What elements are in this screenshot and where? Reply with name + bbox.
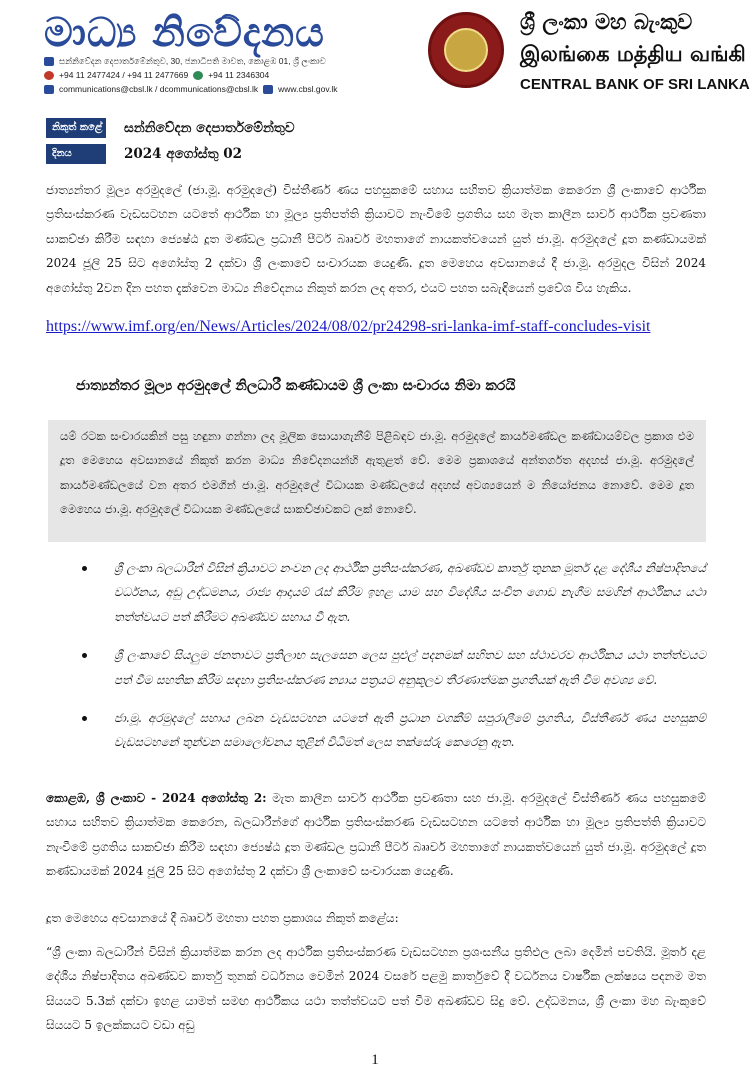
bullet-icon: [82, 716, 87, 721]
bank-name-sinhala: ශ්‍රී ලංකා මහ බැංකුව: [520, 10, 693, 34]
dateline-text: මැත කාලීන සාර්ව ආර්ථික ප්‍රවණතා සහ ජා.මූ. අරමුදලේ විස්තීර්ණ ණය පහසුකමේ සහාය සහිතව ක්‍රියාත්මක කෙරෙන, බලධාරීන්ගේ ආර්ථික ප්‍රතිසංස්කරණ වැඩසටහන යටතේ ආර්ථික හා මූල්‍ය ප්‍රතිපත්ති ක්‍රියාවට නැංවීමේ ප්‍රගතිය සාකච්ඡා කිරීම සඳහා ජ්‍යෙෂ්ඨ දූත මණ්ඩල ප්‍රධානී පීටර් බෲවර් මහතාගේ නායකත්වයෙන් යුත් ජා.මූ. අරමුදලේ දූත කණ්ඩායමක් 2024 ජූලි 25 සිට අගෝස්තු 2 දක්වා ශ්‍රී ලංකාවේ සංචාරයක යෙදුණි.: [46, 791, 706, 879]
email-text[interactable]: communications@cbsl.lk / dcommunications@cbsl.lk: [59, 84, 259, 94]
meta-table: [46, 116, 295, 168]
address-text: සන්නිවේදන දෙපාර්තමේන්තුව, 30, ජනාධිපති මාවත, කොළඹ 01, ශ්‍රී ලංකාව: [59, 56, 326, 66]
disclaimer-box: යම් රටක සංචාරයකින් පසු හඳුනා ගන්නා ලද මූලික සොයාගැනීම් පිළිබඳව ජා.මූ. අරමුදලේ කාර්යමණ්ඩල කණ්ඩායම්වල ප්‍රකාශ එම දූත මෙහෙය අවසානයේ නිකුත් කරන මාධ්‍ය නිවේදනයන්හි ඇතුළත් වේ. මෙම ප්‍රකාශයේ අන්තර්ගත අදහස් ජා.මූ. අරමුදලේ කාර්යමණ්ඩලයේ වන අතර එමගින් ජා.මූ. අරමුදලේ විධායක මණ්ඩලයේ අදහස් අවශ්‍යයෙන් ම නියෝජනය නොවේ. මෙම දූත මෙහෙය ජා.මූ. අරමුදලේ විධායක මණ්ඩලයේ සාකච්ඡාවකට ලක් නොවේ.: [48, 420, 706, 542]
section-heading: ජාත්‍යන්තර මූල්‍ය අරමුදලේ නිලධාරී කණ්ඩායම ශ්‍රී ලංකා සංචාරය නිමා කරයි: [76, 378, 516, 394]
statement-intro-paragraph: දූත මෙහෙය අවසානයේ දී බෲවර් මහතා පහත ප්‍රකාශය නිකුත් කළේය:: [46, 911, 399, 925]
dateline-paragraph: [46, 786, 706, 884]
bullet-text: ශ්‍රී ලංකා බලධාරීන් විසින් ක්‍රියාවට නංවන ලද ආර්ථික ප්‍රතිසංස්කරණ, අඛණ්ඩව කාර්තු තුනක මූර්ත දළ දේශීය නිෂ්පාදිතයේ වර්ධනය, අඩු උද්ධමනය, රාජ්‍ය ආදායම් රැස් කිරීම ඉහළ යාම සහ විදේශීය සංචිත ගොඩ නැගීම සමගින් ආර්ථිකය යථා තත්ත්වයට පත් කිරීමට අඛණ්ඩව සහාය වී ඇත.: [114, 561, 706, 624]
imf-link[interactable]: https://www.imf.org/en/News/Articles/2024/08/02/pr24298-sri-lanka-imf-staff-concludes-visit: [46, 318, 651, 335]
page-number: 1: [371, 1052, 379, 1068]
date-label: දිනය: [46, 144, 106, 164]
globe-icon: [263, 85, 273, 94]
list-item: [70, 556, 706, 629]
issued-by-label: නිකුත් කළේ: [46, 118, 106, 138]
dateline-lead: කොළඹ, ශ්‍රී ලංකාව - 2024 අගෝස්තු 2:: [46, 791, 267, 805]
bank-seal-icon: [428, 12, 504, 88]
fax-text: +94 11 2346304: [208, 70, 270, 80]
bank-name-english: CENTRAL BANK OF SRI LANKA: [520, 76, 750, 93]
website-text[interactable]: www.cbsl.gov.lk: [278, 84, 338, 94]
issued-by-value: සන්නිවේදන දෙපාර්තමේන්තුව: [124, 120, 295, 136]
email-web-row: [44, 82, 338, 96]
email-icon: [44, 85, 54, 94]
phone-text: +94 11 2477424 / +94 11 2477669: [59, 70, 189, 80]
envelope-icon: [44, 57, 54, 66]
letterhead: [20, 10, 750, 102]
list-item: [70, 706, 706, 755]
press-release-title: මාධ්‍ය නිවේදනය: [44, 10, 325, 56]
bullet-icon: [82, 566, 87, 571]
date-row: [46, 142, 295, 166]
issued-by-row: [46, 116, 295, 140]
statement-paragraph: “ශ්‍රී ලංකා බලධාරීන් විසින් ක්‍රියාත්මක කරන ලද ආර්ථික ප්‍රතිසංස්කරණ වැඩසටහන ප්‍රශංසනීය ප්‍රතිඵල ලබා දෙමින් පවතියි. මූර්ත දළ දේශීය නිෂ්පාදිතය අඛණ්ඩව කාර්තු තුනක් වර්ධනය වෙමින් 2024 වසරේ පළමු කාර්තුවේ දී වර්ධනය වාර්ෂික ලක්ෂ්‍යය පදනම මත සියයට 5.3ක් දක්වා ඉහළ යාමත් සමඟ ආර්ථිකය යථා තත්ත්වයට පත් වීම අඛණ්ඩව සිදු වේ. උද්ධමනය, ශ්‍රී ලංකා මහ බැංකුවේ සියයට 5 ඉලක්කයට වඩා අඩු: [46, 945, 706, 1033]
contact-block: [44, 54, 338, 96]
key-points-list: [70, 556, 706, 769]
bullet-text: ශ්‍රී ලංකාවේ සියලුම ජනතාවට ප්‍රතිලාභ සැලසෙන ලෙස පුළුල් පදනමක් සහිතව සහ ස්ථාවරව ආර්ථිකය යථා තත්ත්වයට පත් වීම සහතික කිරීම සඳහා ප්‍රතිසංස්කරණ න්‍යාය පත්‍රයට අනුකූලව තීරණාත්මක ප්‍රගතියක් ඇති වීම අවශ්‍ය වේ.: [114, 648, 706, 687]
fax-icon: [193, 71, 203, 80]
bullet-icon: [82, 653, 87, 658]
bank-name-tamil: இலங்கை மத்திய வங்கி: [520, 42, 746, 66]
seal-emblem: [444, 28, 488, 72]
bullet-text: ජා.මූ. අරමුදලේ සහාය ලබන වැඩසටහන යටතේ ඇති ප්‍රධාන වගකීම් සපුරාලීමේ ප්‍රගතිය, විස්තීර්ණ ණය පහසුකම් වැඩසටහනේ තුන්වන සමාලෝචනය තුළින් විධිමත් ලෙස තක්සේරු කෙරෙනු ඇත.: [114, 711, 706, 750]
date-value: 2024 අගෝස්තු 02: [124, 146, 243, 162]
list-item: [70, 643, 706, 692]
phone-icon: [44, 71, 54, 80]
phone-row: [44, 68, 338, 82]
address-row: [44, 54, 338, 68]
intro-paragraph: ජාත්‍යන්තර මූල්‍ය අරමුදලේ (ජා.මූ. අරමුදලේ) විස්තීර්ණ ණය පහසුකමේ සහාය සහිතව ක්‍රියාත්මක කෙරෙන ශ්‍රී ලංකාවේ ආර්ථික ප්‍රතිසංස්කරණ වැඩසටහන යටතේ ආර්ථික හා මූල්‍ය ප්‍රතිපත්ති ක්‍රියාවට නැංවීමේ ප්‍රගතිය සහ මැත කාලීන සාර්ව ආර්ථික ප්‍රවණතා සාකච්ඡා කිරීම සඳහා ජ්‍යෙෂ්ඨ දූත මණ්ඩල ප්‍රධානී පීටර් බෲවර් මහතාගේ නායකත්වයෙන් යුත් ජා.මූ. අරමුදලේ දූත කණ්ඩායමක් 2024 ජූලි 25 සිට අගෝස්තු 2 දක්වා ශ්‍රී ලංකාවේ සංචාරයක යෙදුණි. දූත මෙහෙය අවසානයේ දී ජා.මූ. අරමුදල විසින් 2024 අගෝස්තු 2වන දින පහත දැක්වෙන මාධ්‍ය නිවේදනය නිකුත් කරන ලද අතර, එයට පහත සබැඳියෙන් ප්‍රවේශ විය හැකිය.: [46, 183, 706, 295]
